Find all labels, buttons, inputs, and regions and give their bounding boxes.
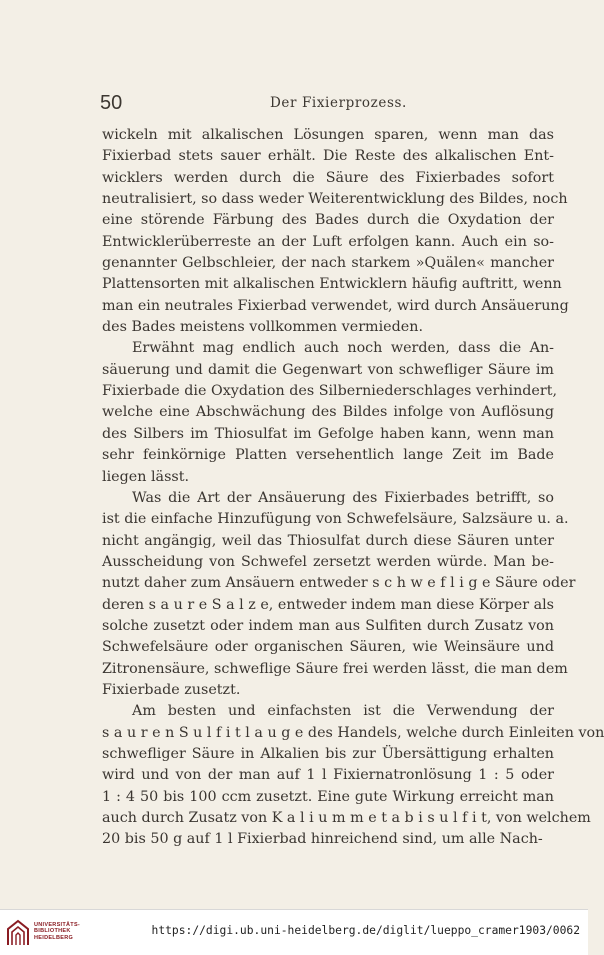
text-line: Was die Art der Ansäuerung des Fixierbades betrifft, so bbox=[132, 489, 554, 506]
text-line: 20 bis 50 g auf 1 l Fixierbad hinreichend sind, um alle Nach- bbox=[102, 831, 543, 848]
text-line: Fixierbade die Oxydation des Silberniederschlages verhindert, bbox=[102, 383, 558, 400]
text-line: liegen lässt. bbox=[102, 468, 190, 485]
text-line: auch durch Zusatz von K a l i u m m e t a b i s u l f i t, von welchem bbox=[102, 810, 591, 826]
running-title: Der Fixierprozess. bbox=[270, 95, 407, 111]
text-line: Schwefelsäure oder organischen Säuren, wie Weinsäure und bbox=[102, 639, 554, 656]
text-line: Fixierbad stets sauer erhält. Die Reste des alkalischen Ent- bbox=[102, 148, 554, 165]
text-line: sehr feinkörnige Platten versehentlich lange Zeit im Bade bbox=[102, 447, 554, 464]
paragraph bbox=[102, 125, 569, 338]
page-header bbox=[100, 92, 555, 116]
text-line: solche zusetzt oder indem man aus Sulfiten durch Zusatz von bbox=[102, 617, 554, 634]
text-line: nicht angängig, weil das Thiosulfat durch diese Säuren unter bbox=[102, 532, 554, 549]
text-line: Fixierbade zusetzt. bbox=[102, 681, 241, 698]
text-line: Zitronensäure, schweflige Säure frei werden lässt, die man dem bbox=[102, 660, 568, 677]
text-line: man ein neutrales Fixierbad verwendet, wird durch Ansäuerung bbox=[102, 297, 569, 314]
text-line: welche eine Abschwächung des Bildes infolge von Auflösung bbox=[102, 404, 554, 421]
library-name-line: BIBLIOTHEK bbox=[34, 928, 71, 935]
text-line: wird und von der man auf 1 l Fixiernatronlösung 1 : 5 oder bbox=[102, 767, 554, 784]
text-line: Ausscheidung von Schwefel zersetzt werden würde. Man be- bbox=[102, 553, 554, 570]
text-line: neutralisiert, so dass weder Weiterentwicklung des Bildes, noch bbox=[102, 191, 568, 208]
text-line: wickeln mit alkalischen Lösungen sparen, wenn man das bbox=[102, 127, 554, 143]
text-line: Erwähnt mag endlich auch noch werden, dass die An- bbox=[132, 340, 554, 357]
text-line: ist die einfache Hinzufügung von Schwefelsäure, Salzsäure u. a. bbox=[102, 511, 569, 528]
paragraph bbox=[102, 338, 558, 487]
text-line: des Silbers im Thiosulfat im Gefolge haben kann, wenn man bbox=[102, 425, 554, 442]
page-number: 50 bbox=[100, 92, 123, 114]
text-line: s a u r e n S u l f i t l a u g e des Handels, welche durch Einleiten von bbox=[102, 724, 604, 741]
paragraph bbox=[102, 488, 576, 701]
text-line: 1 : 4 50 bis 100 ccm zusetzt. Eine gute Wirkung erreicht man bbox=[102, 788, 554, 805]
library-name bbox=[34, 922, 80, 941]
text-line: eine störende Färbung des Bades durch die Oxydation der bbox=[102, 212, 554, 229]
paragraph bbox=[102, 701, 604, 850]
source-url-link[interactable]: https://digi.ub.uni-heidelberg.de/diglit/lueppo_cramer1903/0062 bbox=[151, 924, 580, 937]
text-line: säuerung und damit die Gegenwart von schwefliger Säure im bbox=[102, 361, 554, 378]
text-line: des Bades meistens vollkommen vermieden. bbox=[102, 319, 423, 336]
body-text bbox=[102, 125, 604, 851]
text-line: wicklers werden durch die Säure des Fixierbades sofort bbox=[102, 169, 554, 186]
text-line: Am besten und einfachsten ist die Verwendung der bbox=[132, 703, 554, 720]
text-line: Plattensorten mit alkalischen Entwicklern häufig auftritt, wenn bbox=[102, 276, 562, 293]
text-line: nutzt daher zum Ansäuern entweder s c h w e f l i g e Säure oder bbox=[102, 575, 576, 592]
text-line: schwefliger Säure in Alkalien bis zur Übersättigung erhalten bbox=[102, 745, 554, 762]
footer-bar bbox=[0, 909, 588, 955]
library-name-line: UNIVERSITÄTS- bbox=[34, 922, 81, 928]
text-line: genannter Gelbschleier, der nach starkem »Quälen« mancher bbox=[102, 255, 554, 272]
text-line: Entwicklerüberreste an der Luft erfolgen kann. Auch ein so- bbox=[102, 233, 554, 250]
library-name-line: HEIDELBERG bbox=[34, 934, 74, 941]
university-library-logo-icon bbox=[6, 919, 30, 947]
text-line: deren s a u r e S a l z e, entweder indem man diese Körper als bbox=[102, 596, 555, 613]
